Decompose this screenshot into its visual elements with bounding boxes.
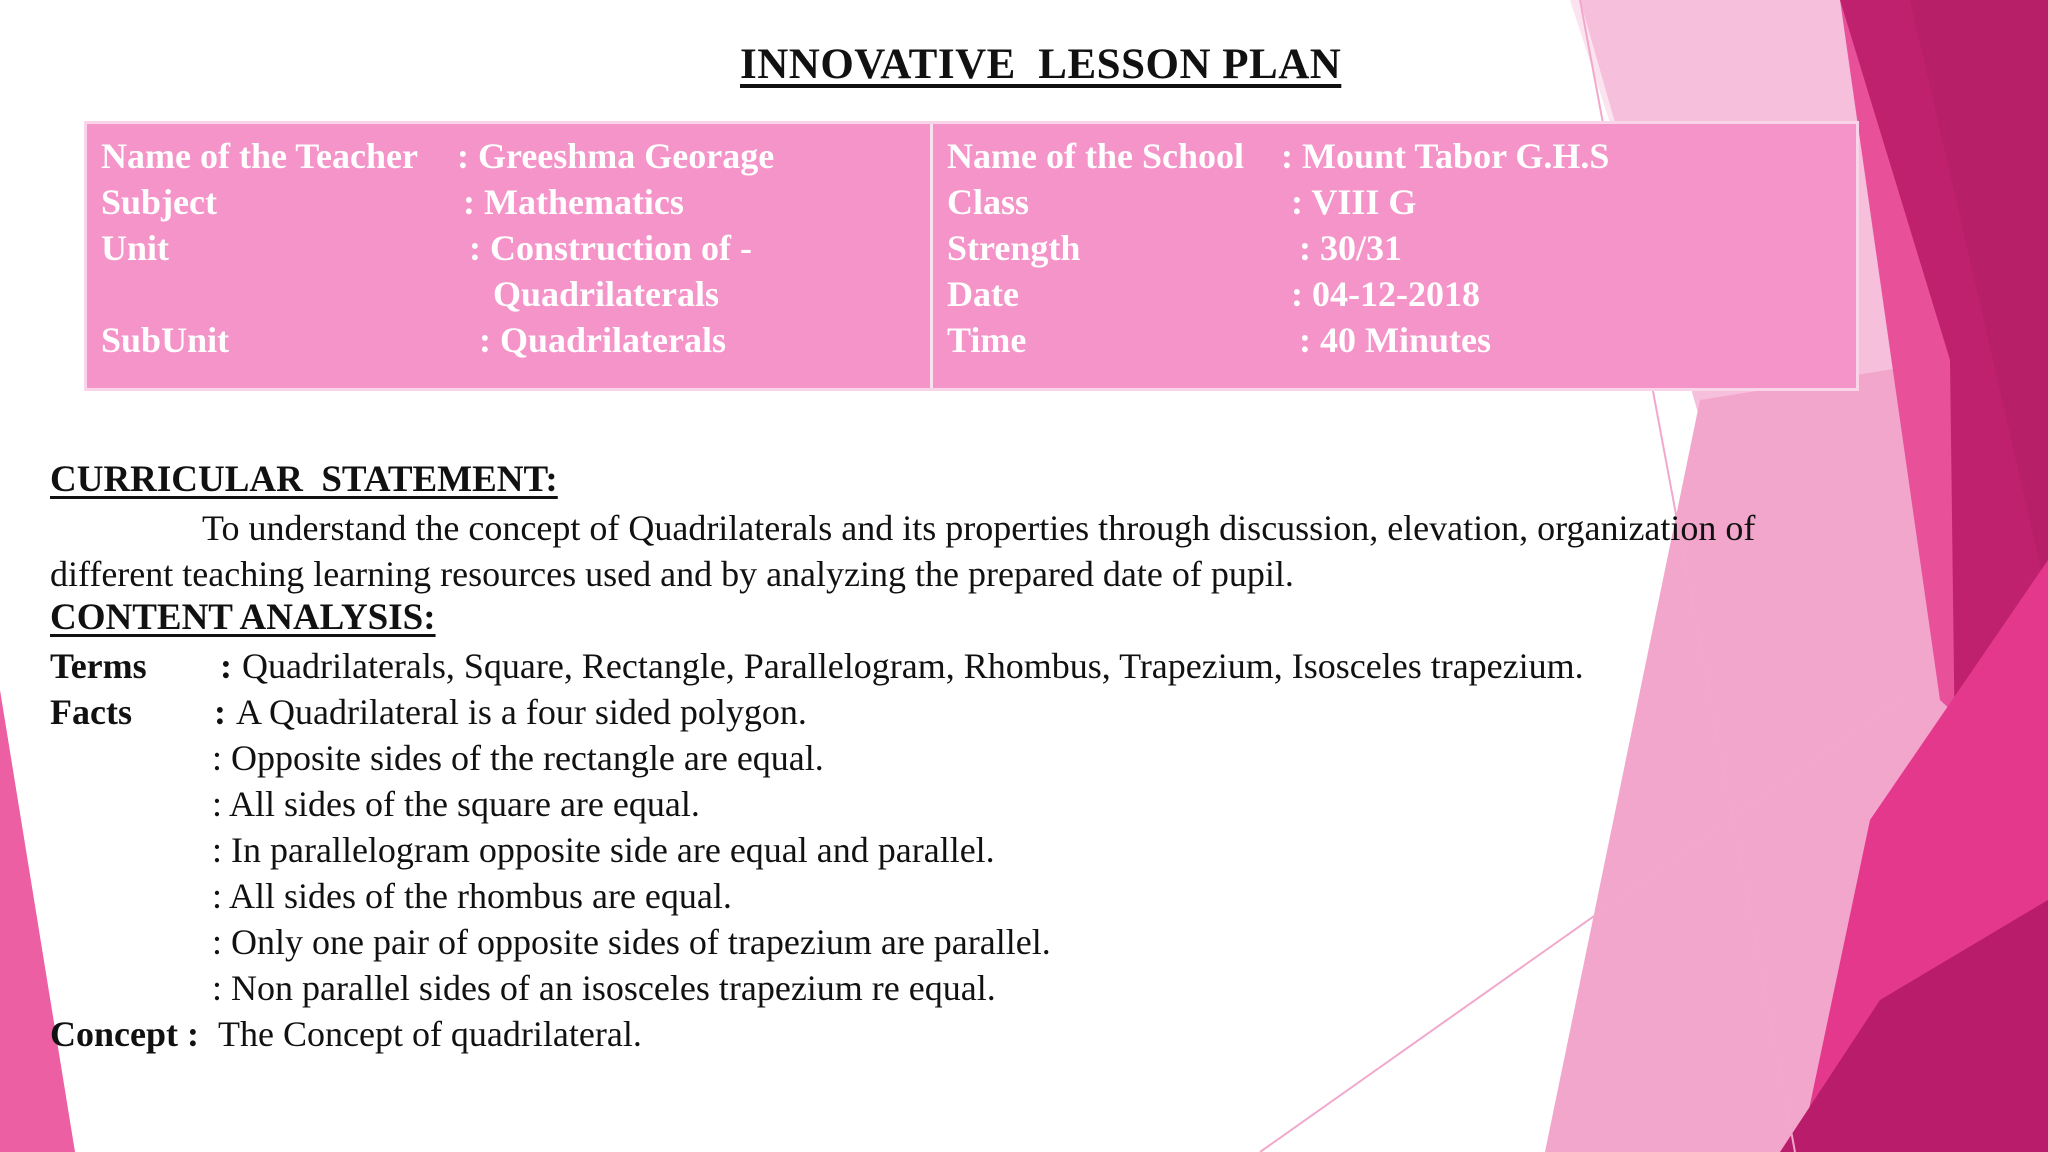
subunit-label: SubUnit <box>101 320 230 360</box>
curricular-statement-heading: CURRICULAR STATEMENT: <box>50 459 558 500</box>
school-label: Name of the School <box>947 136 1244 176</box>
facts-label: Facts <box>50 692 132 732</box>
class-value: : VIII G <box>1291 182 1417 222</box>
content-analysis-heading: CONTENT ANALYSIS: <box>50 597 436 638</box>
time-label: Time <box>947 320 1027 360</box>
unit-label: Unit <box>101 228 170 268</box>
fact-row <box>0 781 1800 827</box>
subunit-value: : Quadrilaterals <box>479 320 726 360</box>
terms-colon: : <box>220 646 232 686</box>
subject-label: Subject <box>101 182 217 222</box>
fact-row <box>0 965 1800 1011</box>
fact-item: : All sides of the rhombus are equal. <box>212 876 732 916</box>
concept-text: The Concept of quadrilateral. <box>218 1014 642 1054</box>
page-title: INNOVATIVE LESSON PLAN <box>740 41 1342 88</box>
fact-row <box>0 827 1800 873</box>
facts-row <box>0 689 1800 735</box>
fact-item: : Non parallel sides of an isosceles trapezium re equal. <box>212 968 996 1008</box>
date-label: Date <box>947 274 1019 314</box>
fact-row <box>0 919 1800 965</box>
fact-row <box>0 735 1800 781</box>
date-value: : 04-12-2018 <box>1291 274 1480 314</box>
concept-label: Concept : <box>50 1014 199 1054</box>
strength-label: Strength <box>947 228 1081 268</box>
fact-item: : Only one pair of opposite sides of trapezium are parallel. <box>212 922 1051 962</box>
fact-item: A Quadrilateral is a four sided polygon. <box>236 692 807 732</box>
fact-item: : Opposite sides of the rectangle are equal. <box>212 738 824 778</box>
class-label: Class <box>947 182 1030 222</box>
fact-item: : In parallelogram opposite side are equal and parallel. <box>212 830 995 870</box>
teacher-label: Name of the Teacher <box>101 136 418 176</box>
school-value: : Mount Tabor G.H.S <box>1281 136 1610 176</box>
teacher-value: : Greeshma Georage <box>457 136 775 176</box>
subject-value: : Mathematics <box>463 182 684 222</box>
fact-row <box>0 873 1800 919</box>
unit-value: : Construction of - <box>469 228 752 268</box>
info-column-left <box>87 124 933 388</box>
info-column-right <box>933 124 1856 388</box>
curricular-statement-text <box>50 505 1880 597</box>
terms-row <box>0 643 1800 689</box>
terms-label: Terms <box>50 646 147 686</box>
facts-colon: : <box>214 692 226 732</box>
concept-row <box>0 1011 1800 1057</box>
unit-value-continued: Quadrilaterals <box>493 274 719 314</box>
strength-value: : 30/31 <box>1299 228 1402 268</box>
fact-item: : All sides of the square are equal. <box>212 784 700 824</box>
terms-text: Quadrilaterals, Square, Rectangle, Parallelogram, Rhombus, Trapezium, Isosceles trapezium. <box>242 646 1584 686</box>
curricular-statement-body: To understand the concept of Quadrilaterals and its properties through discussion, elevation, organization of different teaching learning resources used and by analyzing the prepared date of pupil. <box>50 508 1756 594</box>
info-table <box>84 121 1859 391</box>
time-value: : 40 Minutes <box>1299 320 1491 360</box>
